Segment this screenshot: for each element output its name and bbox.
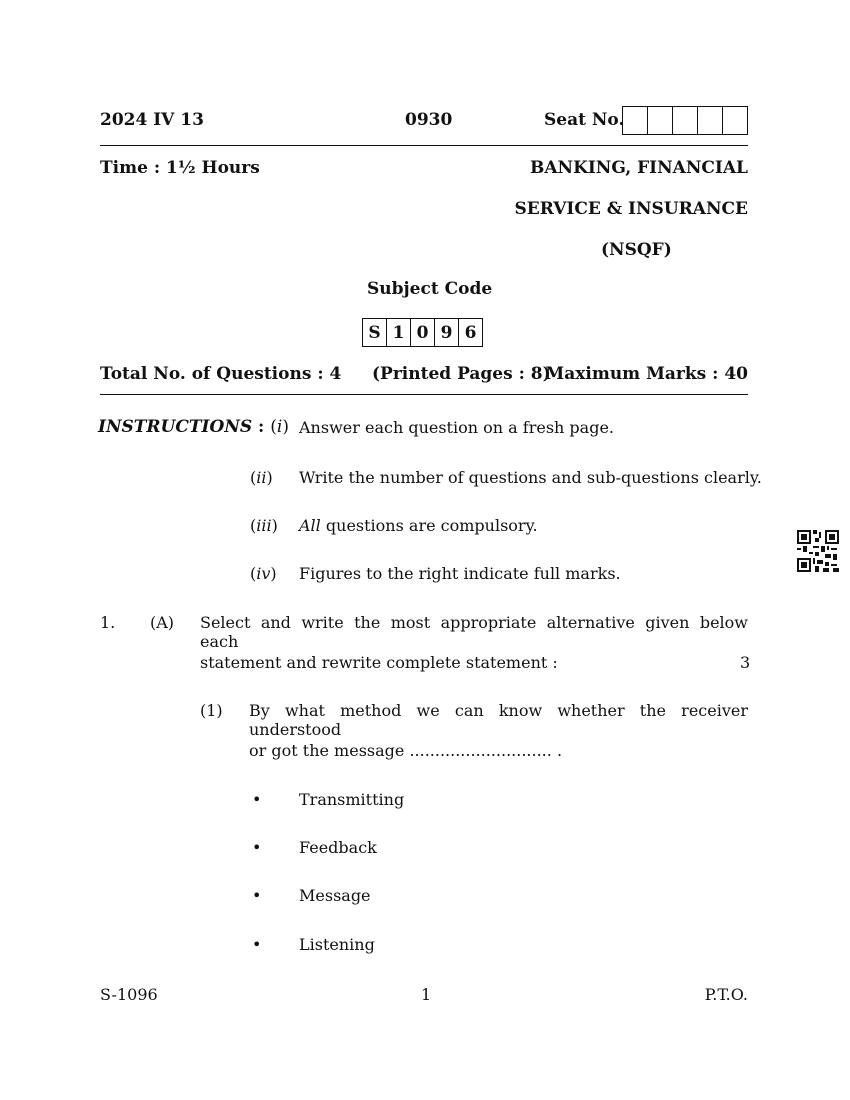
paper-code: 2024 IV 13: [100, 110, 204, 130]
bullet-icon: •: [252, 886, 262, 905]
question-text-line2: statement and rewrite complete statement :: [200, 653, 558, 672]
question-part: (A): [150, 613, 175, 632]
qr-code-icon: [797, 530, 839, 572]
instruction-text: All questions are compulsory.: [299, 516, 538, 535]
printed-pages: (Printed Pages : 8): [372, 364, 551, 384]
maximum-marks: Maximum Marks : 40: [545, 364, 748, 384]
bullet-icon: •: [252, 838, 262, 857]
seat-box[interactable]: [647, 107, 672, 134]
bullet-icon: •: [252, 790, 262, 809]
subject-title-line2: SERVICE & INSURANCE: [514, 199, 748, 219]
page-number: 1: [421, 985, 432, 1004]
seat-box[interactable]: [697, 107, 722, 134]
seat-number-boxes[interactable]: [622, 106, 748, 135]
instruction-text: Figures to the right indicate full marks.: [299, 564, 621, 583]
question-text-line1: Select and write the most appropriate alternative given below each: [200, 613, 748, 651]
instruction-text: Answer each question on a fresh page.: [299, 418, 614, 437]
instruction-number-item: (iv): [250, 564, 277, 583]
instruction-number: i: [276, 417, 283, 437]
option-item: Listening: [299, 935, 375, 954]
meta-divider: [100, 394, 748, 395]
sub-question-number: (1): [200, 701, 223, 720]
option-item: Message: [299, 886, 371, 905]
subject-code-boxes: [362, 318, 483, 347]
subject-code-char: 6: [458, 319, 482, 346]
option-item: Feedback: [299, 838, 377, 857]
time-allowed: Time : 1½ Hours: [100, 158, 260, 178]
footer-paper-code: S-1096: [100, 985, 158, 1004]
seat-label: Seat No.: [544, 110, 625, 130]
subject-code-char: 0: [410, 319, 434, 346]
seat-box[interactable]: [672, 107, 697, 134]
sub-question-line2: or got the message ............................ .: [249, 741, 563, 760]
subject-code-label: Subject Code: [367, 279, 493, 299]
seat-box[interactable]: [722, 107, 747, 134]
header-divider: [100, 145, 748, 146]
subject-code-char: S: [368, 322, 381, 343]
subject-title-line1: BANKING, FINANCIAL: [529, 158, 748, 178]
question-marks: 3: [740, 653, 751, 672]
option-item: Transmitting: [299, 790, 405, 809]
please-turn-over: P.T.O.: [704, 985, 748, 1004]
bullet-icon: •: [252, 935, 262, 954]
instructions-label: INSTRUCTIONS: [98, 417, 253, 437]
subject-title-line3: (NSQF): [601, 240, 672, 260]
subject-code-char: 9: [434, 319, 458, 346]
center-code: 0930: [405, 110, 453, 130]
instruction-number-item: (iii): [250, 516, 278, 535]
total-questions: Total No. of Questions : 4: [100, 364, 342, 384]
subject-code-char: 1: [386, 319, 410, 346]
instruction-number-item: (ii): [250, 468, 273, 487]
question-number: 1.: [100, 613, 116, 632]
instructions-heading: INSTRUCTIONS : (i): [98, 417, 289, 437]
instruction-text: Write the number of questions and sub-questions clearly.: [299, 468, 762, 487]
seat-box[interactable]: [623, 107, 647, 134]
sub-question-line1: By what method we can know whether the receiver understood: [249, 701, 748, 739]
